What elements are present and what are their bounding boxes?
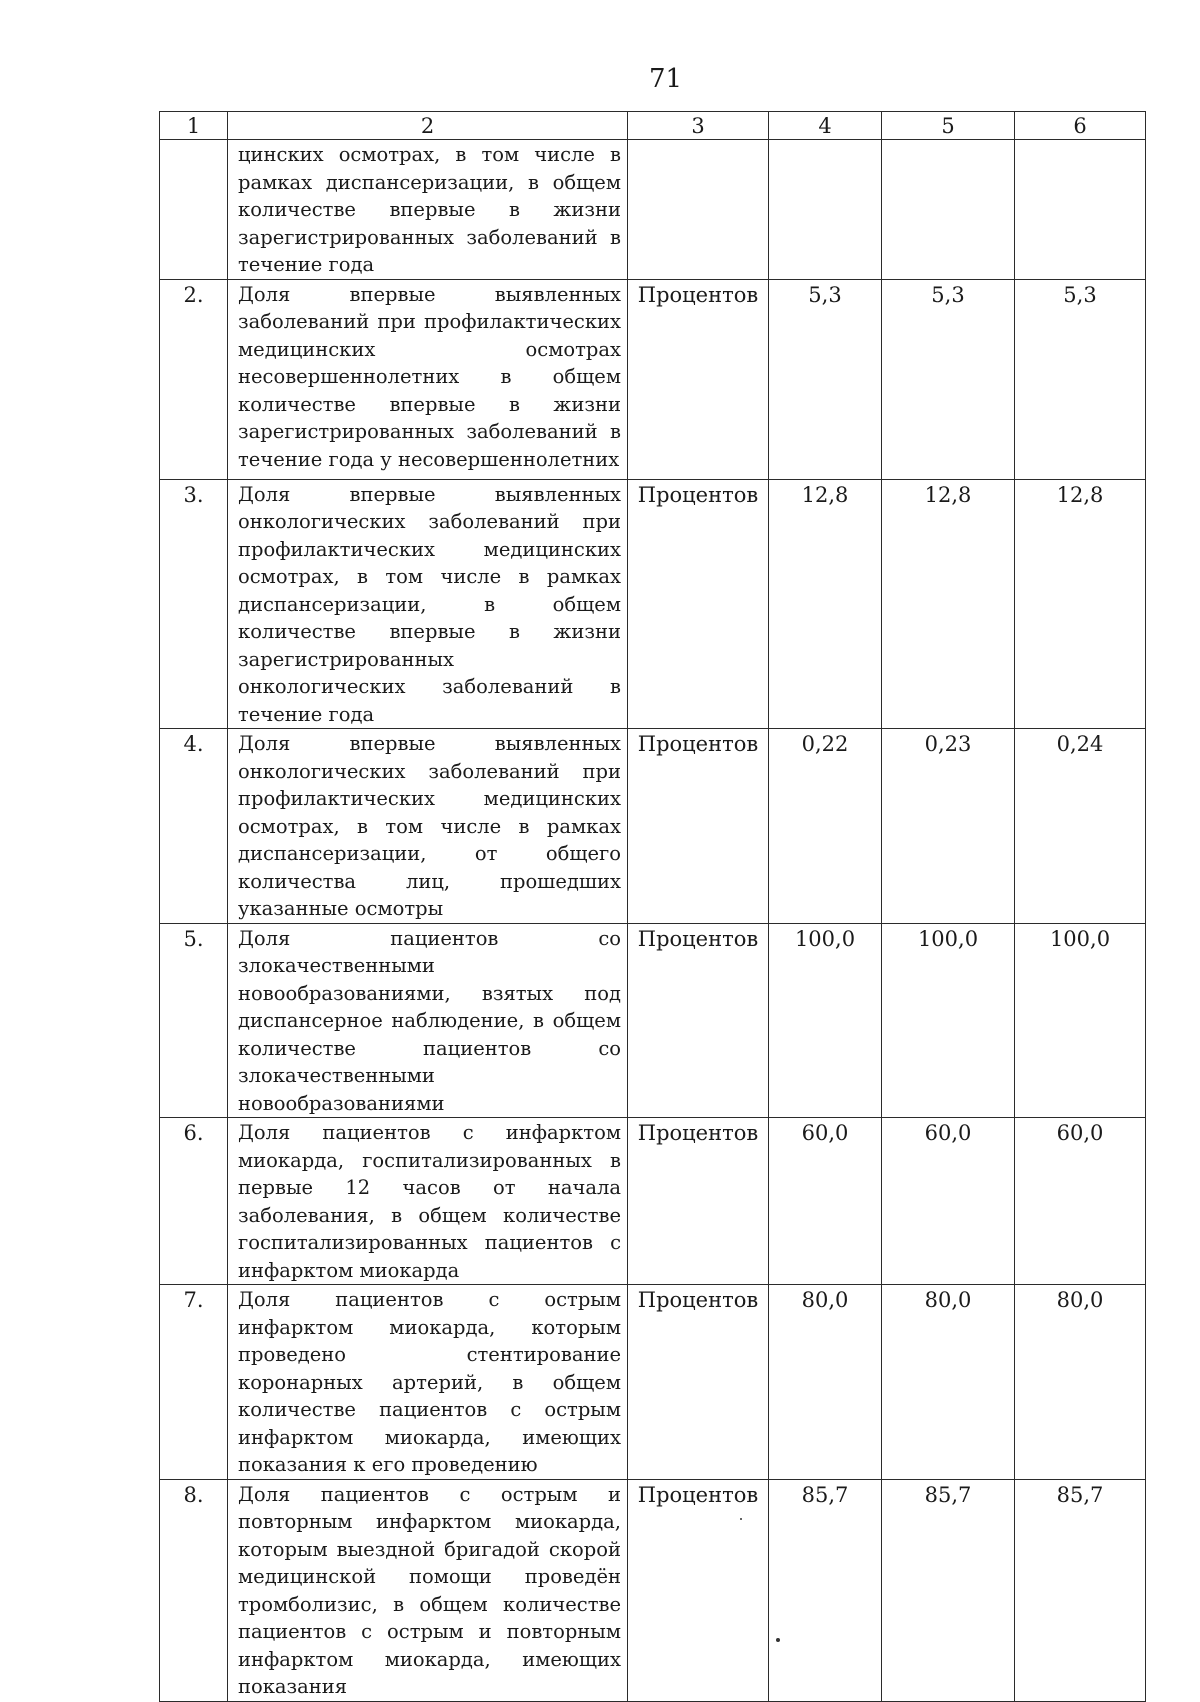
table-row xyxy=(160,1118,1146,1285)
indicator-description: Доля пациентов с инфарктом миокарда, госпитализированных в первые 12 часов от начала заболевания, в общем количестве госпитализированных пациентов с инфарктом миокарда xyxy=(228,1118,628,1285)
column-header: 3 xyxy=(628,112,769,140)
table-row xyxy=(160,140,1146,280)
indicator-description: Доля впервые выявленных заболеваний при профилактических медицинских осмотрах несовершеннолетних в общем количестве впервые в жизни зарегистрированных заболеваний в течение года у несовершеннолетних xyxy=(228,279,628,479)
value-cell: 0,24 xyxy=(1015,729,1146,924)
value-cell: 12,8 xyxy=(882,479,1015,729)
unit-cell: Процентов xyxy=(628,1118,769,1285)
row-number: 3. xyxy=(160,479,228,729)
value-cell: 12,8 xyxy=(769,479,882,729)
value-cell: 80,0 xyxy=(769,1285,882,1480)
unit-cell: Процентов xyxy=(628,729,769,924)
unit-cell: Процентов xyxy=(628,1479,769,1701)
value-cell: 80,0 xyxy=(882,1285,1015,1480)
value-cell xyxy=(882,140,1015,280)
column-header: 6 xyxy=(1015,112,1146,140)
table-row xyxy=(160,729,1146,924)
table-row xyxy=(160,1285,1146,1480)
unit-cell: Процентов xyxy=(628,479,769,729)
row-number: 7. xyxy=(160,1285,228,1480)
value-cell: 5,3 xyxy=(769,279,882,479)
unit-cell: Процентов xyxy=(628,279,769,479)
row-number: 8. xyxy=(160,1479,228,1701)
value-cell: 60,0 xyxy=(1015,1118,1146,1285)
indicator-description: Доля пациентов с острым и повторным инфарктом миокарда, которым выездной бригадой скорой медицинской помощи проведён тромболизис, в общем количестве пациентов с острым и повторным инфарктом миокарда, имеющих показания xyxy=(228,1479,628,1701)
value-cell: 5,3 xyxy=(1015,279,1146,479)
scan-speck xyxy=(776,1638,780,1642)
column-header: 2 xyxy=(228,112,628,140)
value-cell: 5,3 xyxy=(882,279,1015,479)
table-row xyxy=(160,923,1146,1118)
value-cell xyxy=(1015,140,1146,280)
table-header-row xyxy=(160,112,1146,140)
column-header: 4 xyxy=(769,112,882,140)
row-number xyxy=(160,140,228,280)
table-row xyxy=(160,1479,1146,1701)
value-cell: 60,0 xyxy=(769,1118,882,1285)
value-cell: 0,23 xyxy=(882,729,1015,924)
column-header: 1 xyxy=(160,112,228,140)
row-number: 4. xyxy=(160,729,228,924)
value-cell: 85,7 xyxy=(882,1479,1015,1701)
scan-speck xyxy=(740,1518,742,1520)
unit-cell: Процентов xyxy=(628,1285,769,1480)
column-header: 5 xyxy=(882,112,1015,140)
row-number: 6. xyxy=(160,1118,228,1285)
indicator-description: Доля впервые выявленных онкологических заболеваний при профилактических медицинских осмотрах, в том числе в рамках диспансеризации, от общего количества лиц, прошедших указанные осмотры xyxy=(228,729,628,924)
value-cell: 100,0 xyxy=(769,923,882,1118)
indicators-table xyxy=(159,111,1146,1702)
unit-cell: Процентов xyxy=(628,923,769,1118)
indicator-description: Доля впервые выявленных онкологических заболеваний при профилактических медицинских осмотрах, в том числе в рамках диспансеризации, в общем количестве впервые в жизни зарегистрированных онкологических заболеваний в течение года xyxy=(228,479,628,729)
value-cell: 85,7 xyxy=(1015,1479,1146,1701)
row-number: 5. xyxy=(160,923,228,1118)
page-number: 71 xyxy=(649,64,683,94)
value-cell: 100,0 xyxy=(1015,923,1146,1118)
value-cell: 85,7 xyxy=(769,1479,882,1701)
value-cell: 12,8 xyxy=(1015,479,1146,729)
value-cell: 0,22 xyxy=(769,729,882,924)
table-row xyxy=(160,279,1146,479)
value-cell: 60,0 xyxy=(882,1118,1015,1285)
value-cell: 80,0 xyxy=(1015,1285,1146,1480)
row-number: 2. xyxy=(160,279,228,479)
unit-cell xyxy=(628,140,769,280)
indicator-description: цинских осмотрах, в том числе в рамках диспансеризации, в общем количестве впервые в жизни зарегистрированных заболеваний в течение года xyxy=(228,140,628,280)
value-cell xyxy=(769,140,882,280)
table-row xyxy=(160,479,1146,729)
value-cell: 100,0 xyxy=(882,923,1015,1118)
indicator-description: Доля пациентов с острым инфарктом миокарда, которым проведено стентирование коронарных артерий, в общем количестве пациентов с острым инфарктом миокарда, имеющих показания к его проведению xyxy=(228,1285,628,1480)
indicator-description: Доля пациентов со злокачественными новообразованиями, взятых под диспансерное наблюдение, в общем количестве пациентов со злокачественными новообразованиями xyxy=(228,923,628,1118)
